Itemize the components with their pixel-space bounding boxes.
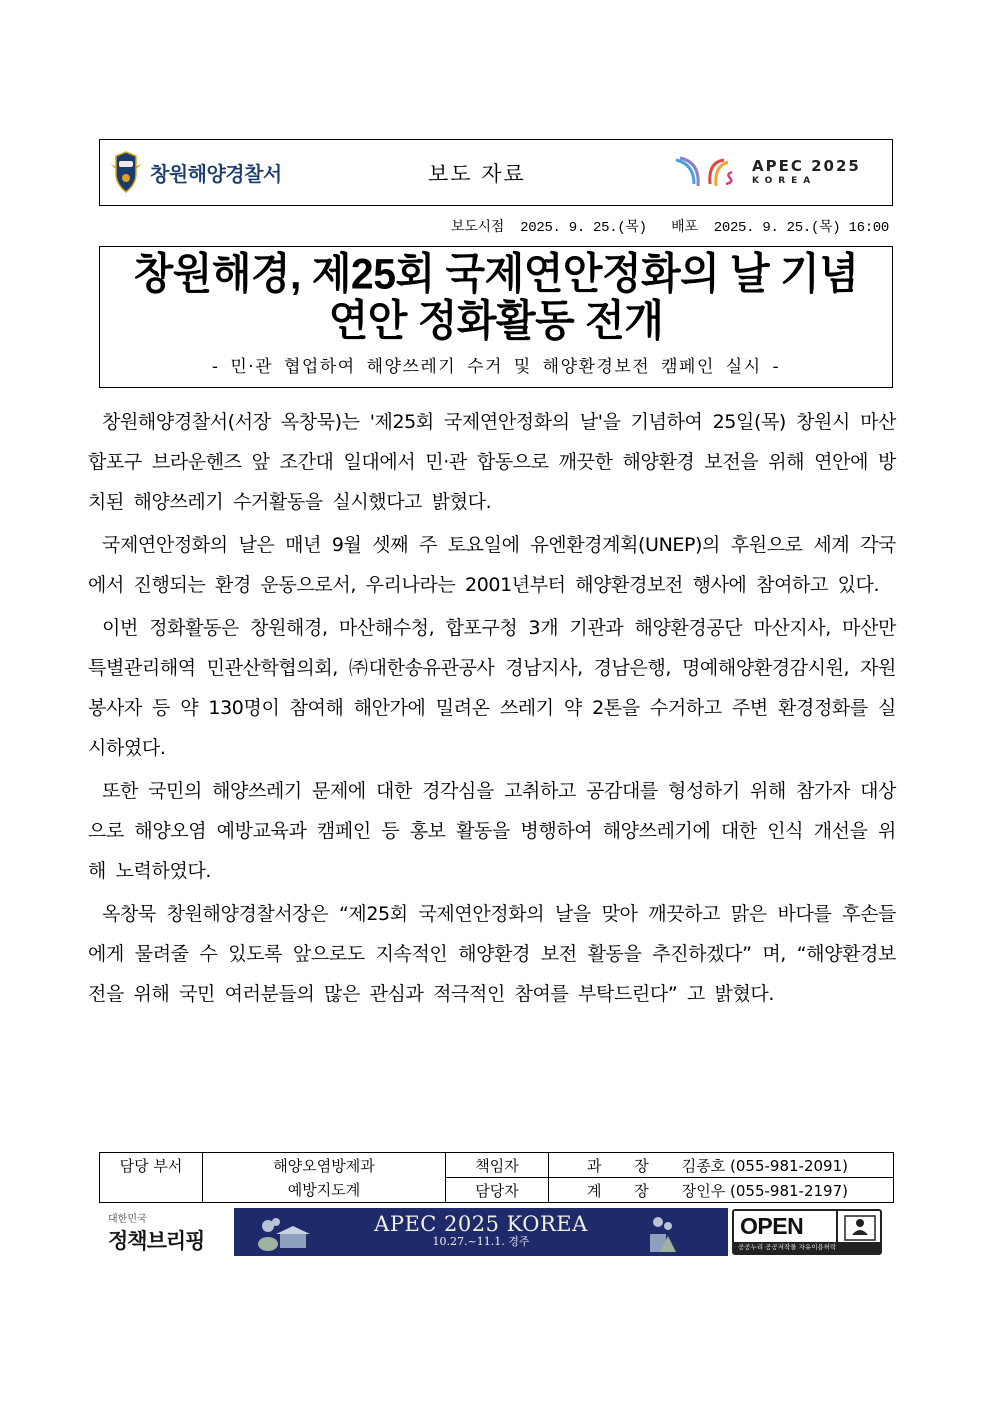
paragraph: 창원해양경찰서(서장 옥창묵)는 '제25회 국제연안정화의 날'을 기념하여 25일(목) 창원시 마산합포구 브라운헨즈 앞 조간대 일대에서 민·관 합동으로 깨끗한 해양환경 보전을 위해 연안에 방치된 해양쓰레기 수거활동을 실시했다고 밝혔다.: [88, 411, 896, 513]
palace-illustration-icon: [254, 1214, 314, 1254]
table-row: [100, 1153, 894, 1178]
headline-line-1: 창원해경, 제25회 국제연안정화의 날 기념: [133, 249, 859, 299]
kogl-open-license-logo[interactable]: [732, 1209, 882, 1255]
contact-person: 장인우 (055-981-2197): [681, 1181, 848, 1200]
apec-banner[interactable]: [234, 1208, 728, 1256]
policy-logo-name: 정책브리핑: [108, 1229, 205, 1253]
org-logo: [108, 150, 282, 194]
apec-logo-subtitle: KOREA: [752, 175, 817, 186]
footer-banners: [100, 1206, 890, 1258]
paragraph: 국제연안정화의 날은 매년 9월 셋째 주 토요일에 유엔환경계획(UNEP)의 후원으로 세계 각국에서 진행되는 환경 운동으로서, 우리나라는 2001년부터 해양환경보전 행사에 참여하고 있다.: [88, 534, 896, 596]
apec-2025-logo: [672, 154, 861, 190]
contact-info: [549, 1153, 894, 1178]
role-label: 책임자: [446, 1153, 549, 1178]
rank-label: 과 장: [587, 1156, 663, 1175]
open-logo-caption: 공공누리 공공저작물 자유이용허락: [734, 1242, 880, 1253]
apec-banner-title: APEC 2025 KOREA: [374, 1212, 588, 1236]
contact-info: [549, 1178, 894, 1203]
paragraph: 옥창묵 창원해양경찰서장은 “제25회 국제연안정화의 날을 맞아 깨끗하고 맑은 바다를 후손들에게 물려줄 수 있도록 앞으로도 지속적인 해양환경 보전 활동을 추진하겠다” 며, “해양환경보전을 위해 국민 여러분들의 많은 관심과 적극적인 참여를 부탁드린다” 고 밝혔다.: [88, 903, 896, 1005]
policy-logo-country: 대한민국: [108, 1214, 147, 1225]
policy-briefing-logo[interactable]: [108, 1210, 204, 1255]
headline-box: [99, 246, 893, 388]
dept-division: 해양오염방제과: [273, 1156, 375, 1175]
paragraph: 또한 국민의 해양쓰레기 문제에 대한 경각심을 고취하고 공감대를 형성하기 위해 참가자 대상으로 해양오염 예방교육과 캠페인 등 홍보 활동을 병행하여 해양쓰레기에 대한 인식 개선을 위해 노력하였다.: [88, 780, 896, 882]
attribution-person-icon: [844, 1215, 876, 1241]
contact-person: 김종호 (055-981-2091): [681, 1156, 848, 1175]
apec-logo-title: APEC 2025: [752, 156, 861, 175]
pagoda-illustration-icon: [628, 1214, 688, 1254]
open-logo-divider: [836, 1211, 838, 1244]
apec-banner-dates: 10.27.~11.1. 경주: [432, 1235, 530, 1248]
open-logo-word: OPEN: [740, 1213, 804, 1239]
press-header: [99, 139, 893, 206]
org-name: 창원해양경찰서: [150, 161, 282, 186]
dept-name: [203, 1153, 446, 1203]
article-body: [88, 402, 896, 1017]
paragraph: 이번 정화활동은 창원해경, 마산해수청, 합포구청 3개 기관과 해양환경공단 마산지사, 마산만 특별관리해역 민관산학협의회, ㈜대한송유관공사 경남지사, 경남은행, 명예해양환경감시원, 자원봉사자 등 약 130명이 참여해 해안가에 밀려온 쓰레기 약 2톤을 수거하고 주변 환경정화를 실시하였다.: [88, 617, 896, 759]
dept-label: 담당 부서: [100, 1153, 203, 1203]
role-label: 담당자: [446, 1178, 549, 1203]
rank-label: 계 장: [587, 1181, 663, 1200]
document-type: 보도 자료: [428, 162, 526, 186]
contact-table: [99, 1152, 894, 1203]
apec-emblem-icon: [672, 154, 742, 190]
dept-team: 예방지도계: [287, 1180, 361, 1199]
subheadline: - 민·관 협업하여 해양쓰레기 수거 및 해양환경보전 캠페인 실시 -: [211, 357, 781, 377]
headline-line-2: 연안 정화활동 전개: [328, 296, 664, 346]
coast-guard-emblem-icon: [108, 150, 144, 194]
release-timing: 보도시점 2025. 9. 25.(목) 배포 2025. 9. 25.(목) 16:00: [451, 220, 889, 236]
